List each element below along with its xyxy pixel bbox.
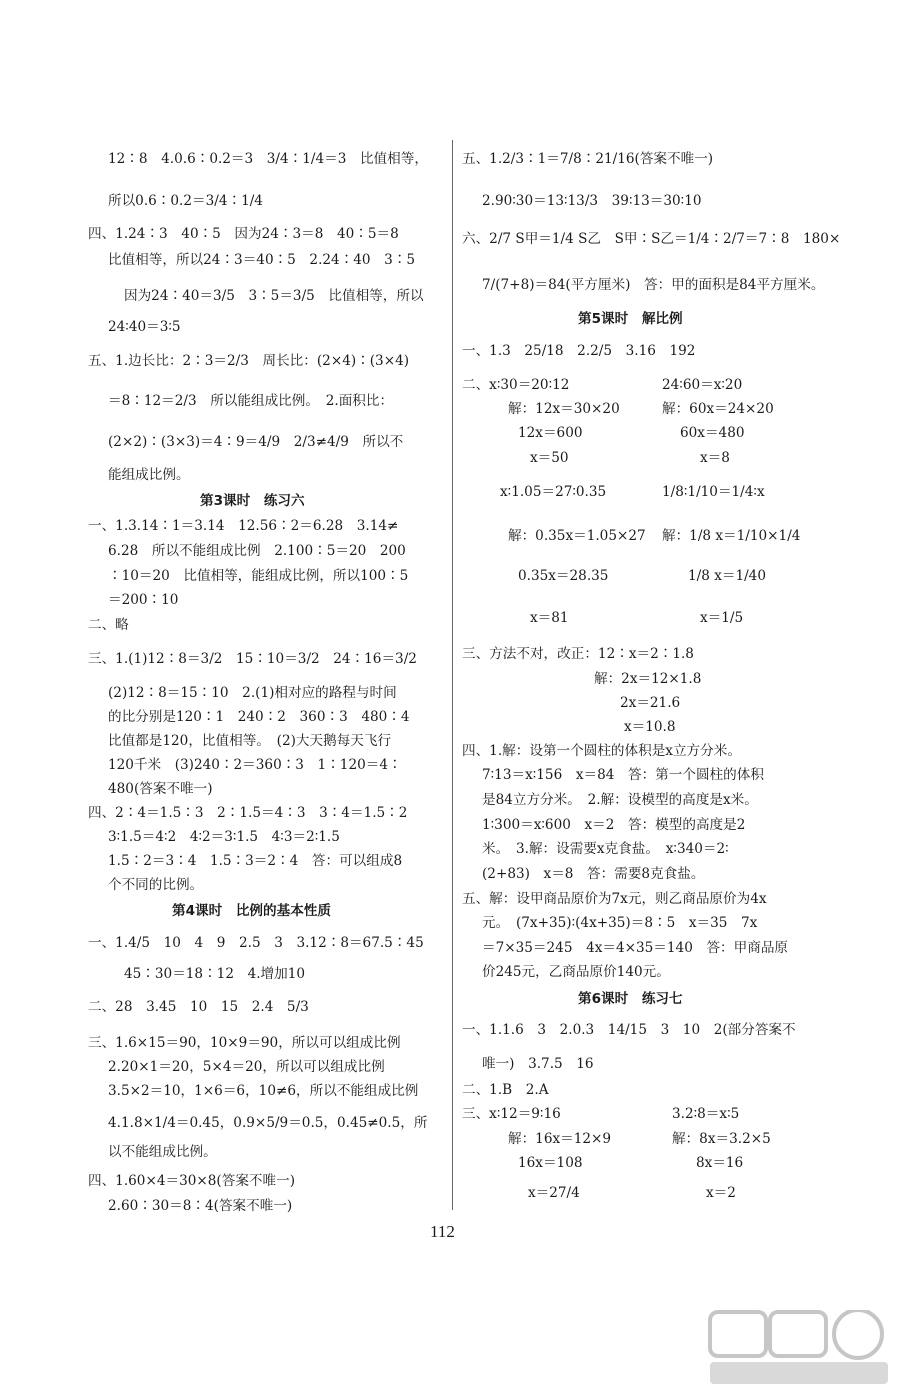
left-line-13: 6.28 所以不能组成比例 2.100∶5＝20 200 — [108, 543, 406, 559]
right-line-31: 米。 3.解：设需要x克食盐。 x∶340＝2∶ — [482, 841, 729, 857]
left-line-18: (2)12∶8＝15∶10 2.(1)相对应的路程与时间 — [108, 685, 397, 701]
right-line-40: 二、1.B 2.A — [462, 1082, 549, 1098]
left-line-1: 12∶8 4.0.6∶0.2＝3 3/4∶1/4＝3 比值相等， — [108, 151, 428, 167]
right-line-6: 一、1.3 25/18 2.2/5 3.16 192 — [462, 343, 696, 359]
right-line-7: 二、x∶30＝20∶12 — [462, 377, 570, 393]
right-line-25: 2x＝21.6 — [620, 695, 681, 711]
left-line-6: 24∶40＝3∶5 — [108, 319, 181, 335]
right-line-11: 12x＝600 — [518, 425, 583, 441]
right-line-20: 1/8 x＝1/40 — [688, 568, 766, 584]
left-line-26: 个不同的比例。 — [108, 877, 204, 893]
left-line-5: 因为24∶40＝3/5 3∶5＝3/5 比值相等，所以 — [124, 288, 424, 304]
left-line-4: 比值相等，所以24∶3＝40∶5 2.24∶40 3∶5 — [108, 252, 416, 268]
left-line-29: 45∶30＝18∶12 4.增加10 — [124, 966, 306, 982]
right-line-48: x＝2 — [706, 1185, 736, 1201]
right-line-22: x＝1/5 — [700, 610, 744, 626]
right-line-35: ＝7×35＝245 4x＝4×35＝140 答：甲商品原 — [482, 940, 789, 956]
right-line-1: 五、1.2/3∶1＝7/8∶21/16(答案不唯一) — [462, 151, 714, 167]
left-line-7: 五、1.边长比：2∶3＝2/3 周长比：(2×4)∶(3×4) — [88, 353, 410, 369]
right-line-9: 解：12x＝30×20 — [508, 401, 620, 417]
watermark-logo — [708, 1310, 893, 1386]
right-line-16: 1/8∶1/10＝1/4∶x — [662, 484, 765, 500]
left-line-34: 4.1.8×1/4＝0.45，0.9×5/9＝0.5，0.45≠0.5，所 — [108, 1115, 428, 1131]
right-line-47: x＝27/4 — [528, 1185, 580, 1201]
right-line-39: 唯一) 3.7.5 16 — [482, 1056, 594, 1072]
left-line-3: 四、1.24∶3 40∶5 因为24∶3＝8 40∶5＝8 — [88, 226, 399, 242]
left-line-10: 能组成比例。 — [108, 467, 190, 483]
right-line-17: 解：0.35x＝1.05×27 — [508, 528, 646, 544]
right-line-24: 解：2x＝12×1.8 — [594, 671, 702, 687]
right-line-21: x＝81 — [530, 610, 569, 626]
left-line-23: 四、2∶4＝1.5∶3 2∶1.5＝4∶3 3∶4＝1.5∶2 — [88, 805, 408, 821]
section-heading-lesson-4: 第4课时 比例的基本性质 — [172, 903, 331, 919]
right-line-13: x＝50 — [530, 450, 569, 466]
left-line-22: 480(答案不唯一) — [108, 781, 213, 797]
right-line-19: 0.35x＝28.35 — [518, 568, 609, 584]
right-line-3: 六、2/7 S甲＝1/4 S乙 S甲∶S乙＝1/4∶2/7＝7∶8 180× — [462, 231, 841, 247]
right-line-8: 24∶60＝x∶20 — [662, 377, 743, 393]
left-line-15: ＝200∶10 — [108, 592, 179, 608]
right-line-4: 7/(7+8)＝84(平方厘米) 答：甲的面积是84平方厘米。 — [482, 277, 825, 293]
right-line-26: x＝10.8 — [624, 719, 676, 735]
right-line-42: 3.2∶8＝x∶5 — [672, 1106, 740, 1122]
left-line-12: 一、1.3.14∶1＝3.14 12.56∶2＝6.28 3.14≠ — [88, 518, 399, 534]
left-line-31: 三、1.6×15＝90，10×9＝90，所以可以组成比例 — [88, 1035, 401, 1051]
right-line-32: (2+83) x＝8 答：需要8克食盐。 — [482, 866, 705, 882]
right-line-41: 三、x∶12＝9∶16 — [462, 1106, 561, 1122]
left-line-16: 二、略 — [88, 617, 129, 633]
right-line-33: 五、解：设甲商品原价为7x元，则乙商品原价为4x — [462, 891, 767, 907]
right-line-10: 解：60x＝24×20 — [662, 401, 774, 417]
left-line-9: (2×2)∶(3×3)＝4∶9＝4/9 2/3≠4/9 所以不 — [108, 434, 404, 450]
right-line-43: 解：16x＝12×9 — [508, 1131, 612, 1147]
left-line-8: ＝8∶12＝2/3 所以能组成比例。 2.面积比： — [108, 393, 394, 409]
left-line-19: 的比分别是120∶1 240∶2 360∶3 480∶4 — [108, 709, 410, 725]
left-line-20: 比值都是120，比值相等。 (2)大天鹅每天飞行 — [108, 733, 392, 749]
left-line-25: 1.5∶2＝3∶4 1.5∶3＝2∶4 答：可以组成8 — [108, 853, 403, 869]
left-line-32: 2.20×1＝20，5×4＝20，所以可以组成比例 — [108, 1059, 385, 1075]
right-line-44: 解：8x＝3.2×5 — [672, 1131, 771, 1147]
right-line-14: x＝8 — [700, 450, 730, 466]
column-divider — [452, 140, 453, 1210]
left-line-24: 3∶1.5＝4∶2 4∶2＝3∶1.5 4∶3＝2∶1.5 — [108, 829, 340, 845]
right-line-27: 四、1.解：设第一个圆柱的体积是x立方分米。 — [462, 743, 741, 759]
page-number: 112 — [430, 1222, 455, 1241]
left-line-2: 所以0.6∶0.2＝3/4∶1/4 — [108, 193, 263, 209]
right-line-38: 一、1.1.6 3 2.0.3 14/15 3 10 2(部分答案不 — [462, 1022, 796, 1038]
right-line-36: 价245元，乙商品原价140元。 — [482, 964, 670, 980]
section-heading-lesson-3: 第3课时 练习六 — [200, 493, 305, 509]
right-line-30: 1∶300＝x∶600 x＝2 答：模型的高度是2 — [482, 817, 746, 833]
right-line-23: 三、方法不对，改正：12∶x＝2∶1.8 — [462, 646, 694, 662]
right-line-18: 解：1/8 x＝1/10×1/4 — [662, 528, 801, 544]
left-line-33: 3.5×2＝10，1×6＝6，10≠6，所以不能组成比例 — [108, 1083, 419, 1099]
right-line-29: 是84立方分米。 2.解：设模型的高度是x米。 — [482, 792, 758, 808]
right-line-46: 8x＝16 — [696, 1155, 744, 1171]
left-line-17: 三、1.(1)12∶8＝3/2 15∶10＝3/2 24∶16＝3/2 — [88, 651, 417, 667]
right-line-12: 60x＝480 — [680, 425, 745, 441]
left-line-35: 以不能组成比例。 — [108, 1144, 217, 1160]
section-heading-lesson-6: 第6课时 练习七 — [578, 991, 683, 1007]
left-line-37: 2.60∶30＝8∶4(答案不唯一) — [108, 1198, 293, 1214]
right-line-2: 2.90∶30＝13∶13/3 39∶13＝30∶10 — [482, 193, 702, 209]
left-line-30: 二、28 3.45 10 15 2.4 5/3 — [88, 999, 309, 1015]
left-line-21: 120千米 (3)240∶2＝360∶3 1∶120＝4∶ — [108, 757, 402, 773]
right-line-34: 元。 (7x+35)∶(4x+35)＝8∶5 x＝35 7x — [482, 915, 758, 931]
right-line-45: 16x＝108 — [518, 1155, 583, 1171]
right-line-15: x∶1.05＝27∶0.35 — [500, 484, 607, 500]
left-line-28: 一、1.4/5 10 4 9 2.5 3 3.12∶8＝67.5∶45 — [88, 935, 424, 951]
right-line-28: 7∶13＝x∶156 x＝84 答：第一个圆柱的体积 — [482, 767, 764, 783]
section-heading-lesson-5: 第5课时 解比例 — [578, 311, 683, 327]
left-line-14: ∶10＝20 比值相等，能组成比例，所以100∶5 — [108, 568, 409, 584]
left-line-36: 四、1.60×4＝30×8(答案不唯一) — [88, 1173, 295, 1189]
